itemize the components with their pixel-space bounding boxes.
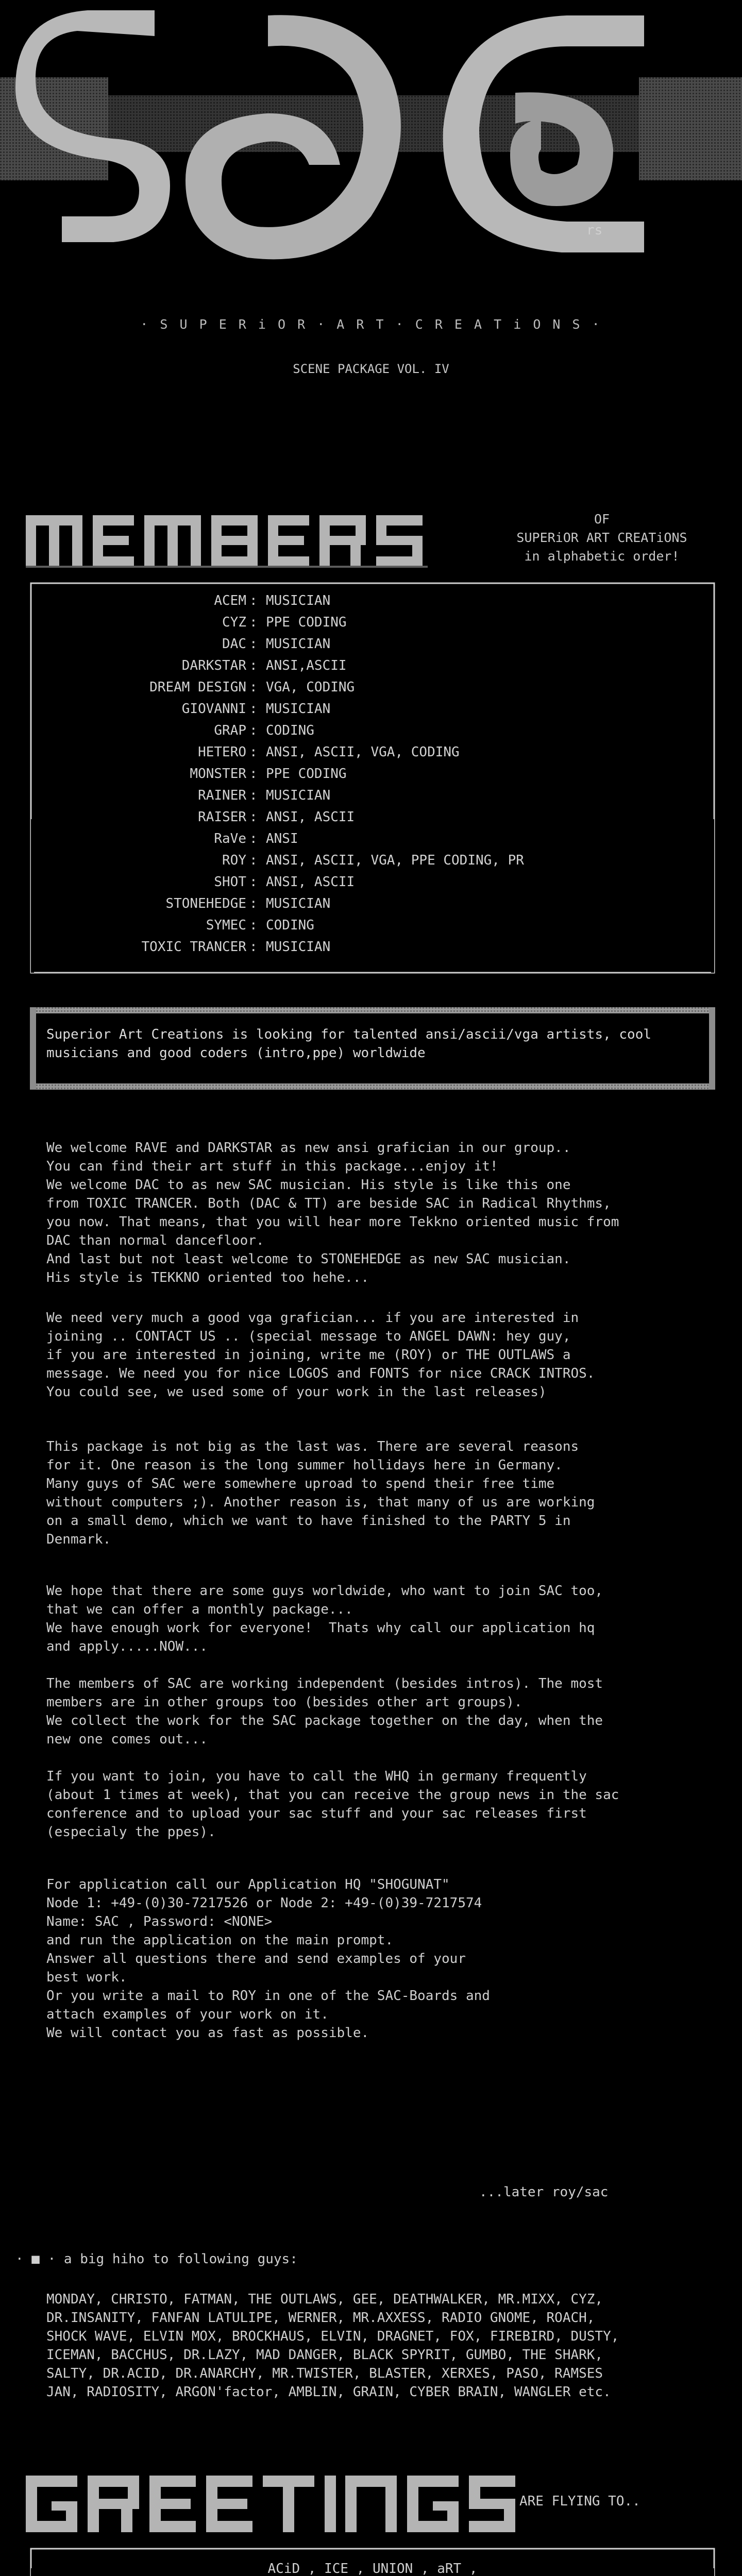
member-name: STONEHEDGE — [165, 896, 246, 911]
member-separator: : — [249, 918, 258, 933]
paragraph-welcome: We welcome RAVE and DARKSTAR as new ansi grafician in our group.. You can find their art stuff in this package...enjoy it! We welcome DAC to as new SAC musician. His style is like this one from TOXIC TRANCER. Both (DAC & TT) are beside SAC in Radical Rhythms, you now. That means, that you will hear more Tekkno oriented music from DAC than normal dancefloor. And last but not least welcome to STONEHEDGE as new SAC musician. His style is TEKKNO oriented too hehe... — [46, 1140, 619, 1285]
member-name: ROY — [222, 853, 246, 868]
paragraph-independent: The members of SAC are working independent (besides intros). The most members are in other groups too (besides other art groups). We collect the work for the SAC package together on the day, when the new one comes out... — [46, 1676, 603, 1747]
member-role: PPE CODING — [266, 766, 347, 782]
member-separator: : — [249, 723, 258, 738]
member-separator: : — [249, 831, 258, 846]
members-list — [30, 591, 715, 962]
signoff: ...later roy/sac — [479, 2184, 609, 2200]
member-separator: : — [249, 874, 258, 890]
member-name: RaVe — [214, 831, 246, 846]
member-name: GIOVANNI — [181, 701, 246, 717]
member-role: ANSI — [266, 831, 298, 846]
member-role: MUSICIAN — [266, 593, 331, 608]
member-separator: : — [249, 744, 258, 760]
member-role: MUSICIAN — [266, 636, 331, 652]
paragraph-vga-needed: We need very much a good vga grafician... if you are interested in joining .. CONTACT US .. (special message to ANGEL DAWN: hey guy, if you are interested in joining, write me (ROY) or THE OUTLAWS a message. We need you for nice LOGOS and FONTS for nice CRACK INTROS. You could see, we used some of your work in the last releases) — [46, 1310, 595, 1400]
member-role: MUSICIAN — [266, 701, 331, 717]
flying-to-label: ARE FLYING TO.. — [519, 2494, 640, 2509]
member-name: TOXIC TRANCER — [141, 939, 246, 955]
member-separator: : — [249, 853, 258, 868]
member-role: PPE CODING — [266, 615, 347, 630]
member-role: ANSI,ASCII — [266, 658, 347, 673]
member-separator: : — [249, 701, 258, 717]
member-separator: : — [249, 766, 258, 782]
member-name: MONSTER — [190, 766, 246, 782]
member-name: DARKSTAR — [181, 658, 246, 673]
member-separator: : — [249, 939, 258, 955]
members-title-art — [26, 510, 490, 572]
paragraph-application: For application call our Application HQ "SHOGUNAT" Node 1: +49-(0)30-7217526 or Node 2: +49-(0)39-7217574 Name: SAC , Password: <NONE> and run the application on the main prompt. Answer all questions there and send examples of your best work. Or you write a mail to ROY in one of the SAC-Boards and attach examples of your work on it. We will contact you as fast as possible. — [46, 1877, 490, 2041]
member-separator: : — [249, 636, 258, 652]
member-role: CODING — [266, 918, 314, 933]
member-role: MUSICIAN — [266, 788, 331, 803]
member-name: GRAP — [214, 723, 246, 738]
member-separator: : — [249, 788, 258, 803]
member-name: CYZ — [222, 615, 246, 630]
member-name: RAINER — [198, 788, 246, 803]
member-name: ACEM — [214, 593, 246, 608]
scene-package-title: SCENE PACKAGE VOL. IV — [293, 362, 449, 376]
logo-tag: rs — [586, 223, 603, 238]
member-role: CODING — [266, 723, 314, 738]
member-role: ANSI, ASCII — [266, 809, 355, 825]
member-separator: : — [249, 809, 258, 825]
member-role: MUSICIAN — [266, 939, 331, 955]
paragraph-package-size: This package is not big as the last was. There are several reasons for it. One reason is the long summer hollidays here in Germany. Many guys of SAC were somewhere uproad to spend their free time without computers ;). Another reason is, that many of us are working on a small demo, which we want to have finished to the PARTY 5 in Denmark. — [46, 1439, 595, 1547]
member-separator: : — [249, 593, 258, 608]
member-role: ANSI, ASCII, VGA, PPE CODING, PR — [266, 853, 524, 868]
hiho-names: MONDAY, CHRISTO, FATMAN, THE OUTLAWS, GEE, DEATHWALKER, MR.MIXX, CYZ, DR.INSANITY, FANFAN LATULIPE, WERNER, MR.AXXESS, RADIO GNOME, ROACH, SHOCK WAVE, ELVIN MOX, BROCKHAUS, ELVIN, DRAGNET, FOX, FIREBIRD, DUSTY, ICEMAN, BACCHUS, DR.LAZY, MAD DANGER, BLACK SPYRIT, GUMBO, THE SHARK, SALTY, DR.ACID, DR.ANARCHY, MR.TWISTER, BLASTER, XERXES, PASO, RAMSES JAN, RADIOSITY, ARGON'factor, AMBLIN, GRAIN, CYBER BRAIN, WANGLER etc. — [46, 2292, 619, 2400]
recruit-text: Superior Art Creations is looking for talented ansi/ascii/vga artists, cool musicians and good coders (intro,ppe) worldwide — [46, 1027, 651, 1061]
sac-logo — [0, 0, 742, 289]
member-name: SYMEC — [206, 918, 246, 933]
greetings-list — [30, 2560, 715, 2576]
member-name: DAC — [222, 636, 246, 652]
member-role: ANSI, ASCII — [266, 874, 355, 890]
members-subtitle-group: SUPERiOR ART CREATiONS — [516, 530, 687, 545]
members-subtitle-order: in alphabetic order! — [524, 549, 680, 564]
member-separator: : — [249, 896, 258, 911]
paragraph-join-sac: We hope that there are some guys worldwide, who want to join SAC too, that we can offer a monthly package... We have enough work for everyone! Thats why call our application hq and apply.....NOW... — [46, 1583, 603, 1654]
paragraph-whq: If you want to join, you have to call the WHQ in germany frequently (about 1 times at week), that you can receive the group news in the sac conference and to upload your sac stuff and your sac releases first (especialy the ppes). — [46, 1769, 619, 1840]
members-subtitle — [499, 510, 705, 566]
member-separator: : — [249, 615, 258, 630]
member-role: VGA, CODING — [266, 680, 355, 695]
greetings-title-art — [26, 2468, 520, 2540]
member-separator: : — [249, 658, 258, 673]
member-role: MUSICIAN — [266, 896, 331, 911]
member-name: DREAM DESIGN — [149, 680, 246, 695]
tagline: · S U P E R i O R · A R T · C R E A T i O N S · — [140, 317, 602, 332]
member-name: SHOT — [214, 874, 246, 890]
member-separator: : — [249, 680, 258, 695]
member-name: RAISER — [198, 809, 246, 825]
member-name: HETERO — [198, 744, 246, 760]
member-role: ANSI, ASCII, VGA, CODING — [266, 744, 460, 760]
greetings-line: ACiD , ICE , UNION , aRT , — [267, 2561, 478, 2576]
hiho-heading: · ■ · a big hiho to following guys: — [15, 2251, 298, 2267]
members-subtitle-of: OF — [594, 512, 610, 527]
